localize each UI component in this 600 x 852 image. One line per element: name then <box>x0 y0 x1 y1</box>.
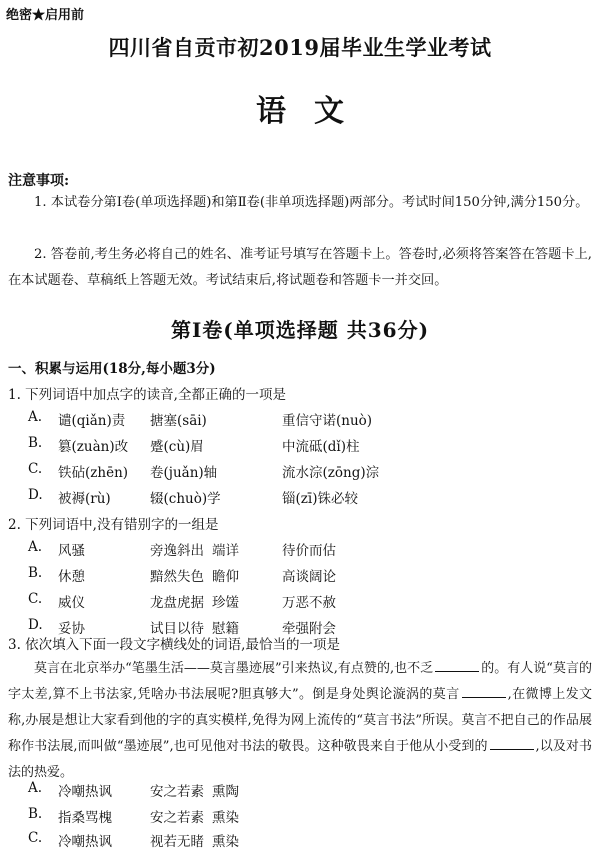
option-word: 重信守诺(nuò) <box>282 413 373 429</box>
option-letter: B. <box>28 806 43 822</box>
option-word: 冷嘲热讽 <box>58 784 112 800</box>
part-1-title: 第Ⅰ卷(单项选择题 共36分) <box>170 318 430 342</box>
option-word: 旁逸斜出 <box>150 543 204 559</box>
fill-blank <box>462 683 506 698</box>
question-3-stem: 3. 依次填入下面一段文字横线处的词语,最恰当的一项是 <box>8 637 340 653</box>
option-letter: B. <box>28 435 43 451</box>
option-word: 慰籍 <box>212 621 239 637</box>
question-2-stem: 2. 下列词语中,没有错别字的一组是 <box>8 517 219 533</box>
passage-text: 莫言在北京举办“笔墨生活——莫言墨迹展”引来热议,有点赞的,也不乏 <box>34 661 434 676</box>
option-letter: D. <box>28 487 43 503</box>
option-word: 万恶不赦 <box>282 595 336 611</box>
option-word: 被褥(rù) <box>58 491 111 507</box>
option-word: 休憩 <box>58 569 85 585</box>
option-word: 龙盘虎据 <box>150 595 204 611</box>
fill-blank <box>490 735 534 750</box>
notice-item-1: 1. 本试卷分第Ⅰ卷(单项选择题)和第Ⅱ卷(非单项选择题)两部分。考试时间150分钟,满分150分。 <box>34 195 589 210</box>
notice-item-2: 2. 答卷前,考生务必将自己的姓名、准考证号填写在答题卡上。答卷时,必须将答案答在答题卡上,在本试题卷、草稿纸上答题无效。考试结束后,将试题卷和答题卡一并交回。 <box>8 247 592 288</box>
option-word: 中流砥(dǐ)柱 <box>282 439 360 455</box>
option-word: 视若无睹 <box>150 834 204 850</box>
option-word: 蹙(cù)眉 <box>150 439 204 455</box>
exam-title: 四川省自贡市初2019届毕业生学业考试 <box>108 35 492 60</box>
option-letter: C. <box>28 591 43 607</box>
option-letter: A. <box>28 539 43 555</box>
option-word: 指桑骂槐 <box>58 810 112 826</box>
option-word: 锱(zī)铢必较 <box>282 491 358 507</box>
subject-title: 语文 <box>256 94 372 129</box>
option-word: 安之若素 <box>150 810 204 826</box>
option-word: 冷嘲热讽 <box>58 834 112 850</box>
option-word: 端详 <box>212 543 239 559</box>
question-1-stem: 1. 下列词语中加点字的读音,全都正确的一项是 <box>8 387 286 403</box>
secret-label: 绝密★启用前 <box>6 8 85 23</box>
option-letter: A. <box>28 409 43 425</box>
option-word: 试目以待 <box>150 621 204 637</box>
option-word: 熏染 <box>212 834 239 850</box>
option-word: 熏陶 <box>212 784 239 800</box>
option-letter: A. <box>28 780 43 796</box>
option-word: 卷(juǎn)轴 <box>150 465 218 481</box>
option-letter: C. <box>28 830 43 846</box>
option-word: 篡(zuàn)改 <box>58 439 129 455</box>
option-word: 黯然失色 <box>150 569 204 585</box>
passage-text: 的。有人说“莫言的字太差,算不上书法家,凭啥办书法展呢?胆真够大”。倒是身处舆论漩涡的莫言 <box>8 661 592 702</box>
option-word: 搪塞(sāi) <box>150 413 207 429</box>
option-word: 谴(qiǎn)责 <box>58 413 126 429</box>
option-word: 高谈阔论 <box>282 569 336 585</box>
section-1-heading: 一、积累与运用(18分,每小题3分) <box>8 361 216 377</box>
notice-heading: 注意事项: <box>8 173 70 189</box>
option-word: 待价而估 <box>282 543 336 559</box>
option-letter: B. <box>28 565 43 581</box>
option-word: 瞻仰 <box>212 569 239 585</box>
option-word: 流水淙(zōng)淙 <box>282 465 380 481</box>
option-word: 妥协 <box>58 621 85 637</box>
option-word: 威仪 <box>58 595 85 611</box>
option-word: 安之若素 <box>150 784 204 800</box>
option-word: 风骚 <box>58 543 85 559</box>
fill-blank <box>435 657 479 672</box>
option-word: 铁砧(zhēn) <box>58 465 129 481</box>
option-word: 珍馐 <box>212 595 239 611</box>
option-word: 牵强附会 <box>282 621 336 637</box>
option-word: 熏染 <box>212 810 239 826</box>
option-letter: C. <box>28 461 43 477</box>
option-letter: D. <box>28 617 43 633</box>
passage-text: ,在微博上发文称,办展是想让大家看到他的字的真实模样,免得为网上流传的“莫言书法”所误。莫言不把自己的作品展称作书法展,而叫做“墨迹展”,也可见他对书法的敬畏。这种敬畏来自于他从小受到的 <box>8 687 592 754</box>
question-3-passage <box>8 656 592 786</box>
option-word: 辍(chuò)学 <box>150 491 221 507</box>
passage-text: ,以及对书法的热爱。 <box>8 739 592 780</box>
